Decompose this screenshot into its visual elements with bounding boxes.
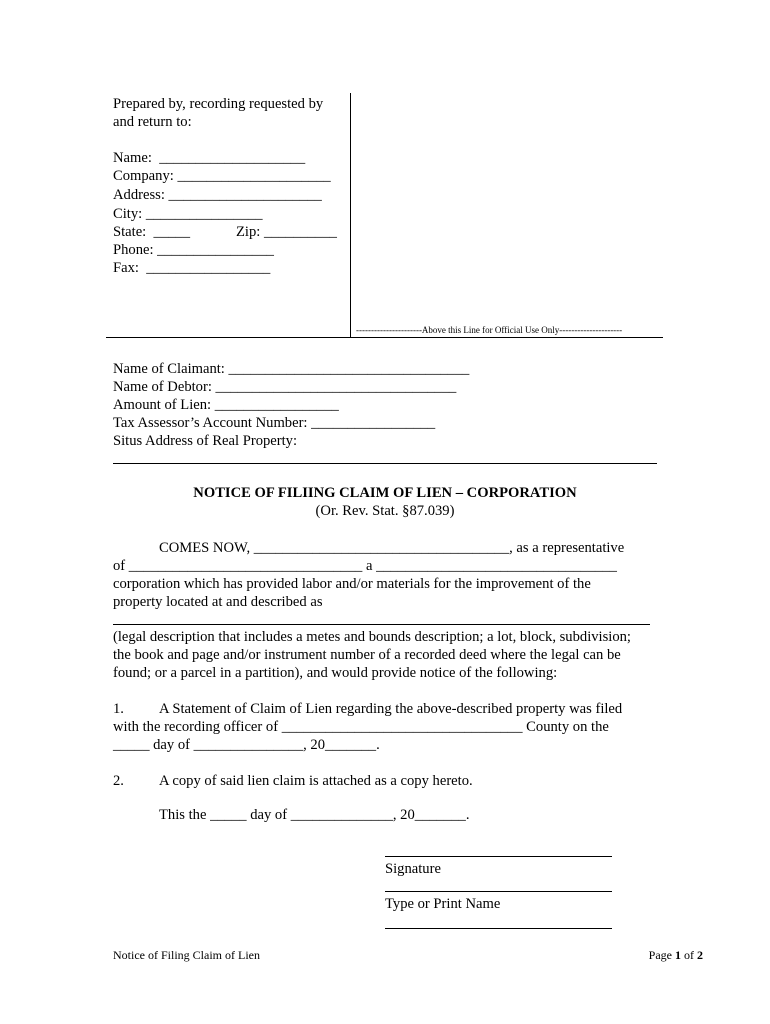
date-line: This the _____ day of ______________, 20_______. <box>159 807 470 823</box>
claimant-field[interactable]: Name of Claimant: _________________________________ <box>113 361 470 377</box>
print-name-label: Type or Print Name <box>385 896 501 912</box>
page-number: 1 <box>675 948 681 962</box>
item-1-line-2: with the recording officer of _________________________________ County on the <box>113 719 609 735</box>
debtor-field[interactable]: Name of Debtor: _________________________________ <box>113 379 457 395</box>
comes-now-line-2: of ________________________________ a _________________________________ <box>113 558 617 574</box>
legal-note-line-3: found; or a parcel in a partition), and would provide notice of the following: <box>113 665 558 681</box>
page-of: of <box>681 948 697 962</box>
amount-field[interactable]: Amount of Lien: _________________ <box>113 397 339 413</box>
document-title: NOTICE OF FILIING CLAIM OF LIEN – CORPORATION <box>193 485 577 501</box>
comes-now-line-1: COMES NOW, ___________________________________, as a representative <box>159 540 625 556</box>
item-1-number: 1. <box>113 701 124 717</box>
legal-note-line-1: (legal description that includes a metes and bounds description; a lot, block, subdivision; <box>113 629 631 645</box>
item-1-line-3: _____ day of _______________, 20_______. <box>113 737 380 753</box>
fax-field[interactable]: Fax: _________________ <box>113 260 271 276</box>
signature-line[interactable] <box>385 856 612 857</box>
legal-description-line[interactable] <box>113 624 650 625</box>
document-subtitle: (Or. Rev. Stat. §87.039) <box>315 503 455 519</box>
name-field[interactable]: Name: ____________________ <box>113 150 306 166</box>
comes-now-line-4: property located at and described as <box>113 594 323 610</box>
phone-field[interactable]: Phone: ________________ <box>113 242 274 258</box>
footer-title: Notice of Filing Claim of Lien <box>113 948 260 962</box>
address-field[interactable]: Address: _____________________ <box>113 187 322 203</box>
situs-address-line[interactable] <box>113 463 657 464</box>
situs-address-label: Situs Address of Real Property: <box>113 433 298 449</box>
page-total: 2 <box>697 948 703 962</box>
official-use-line: ----------------------Above this Line for Official Use Only--------------------- <box>356 325 623 335</box>
prepared-by-label: Prepared by, recording requested by <box>113 96 324 112</box>
state-field[interactable]: State: _____ <box>113 224 191 240</box>
company-field[interactable]: Company: _____________________ <box>113 168 331 184</box>
return-to-label: and return to: <box>113 114 192 130</box>
city-field[interactable]: City: ________________ <box>113 206 263 222</box>
tax-account-field[interactable]: Tax Assessor’s Account Number: _________________ <box>113 415 436 431</box>
print-name-line[interactable] <box>385 891 612 892</box>
item-2-number: 2. <box>113 773 124 789</box>
signature-label: Signature <box>385 861 441 877</box>
extra-signature-line[interactable] <box>385 928 612 929</box>
page-prefix: Page <box>648 948 675 962</box>
legal-note-line-2: the book and page and/or instrument number of a recorded deed where the legal can be <box>113 647 621 663</box>
zip-field[interactable]: Zip: __________ <box>236 224 337 240</box>
header-horizontal-divider <box>106 337 663 338</box>
header-vertical-divider <box>350 93 351 337</box>
item-2-line-1: A copy of said lien claim is attached as a copy hereto. <box>159 773 473 789</box>
page-indicator <box>649 948 703 962</box>
comes-now-line-3: corporation which has provided labor and/or materials for the improvement of the <box>113 576 591 592</box>
item-1-line-1: A Statement of Claim of Lien regarding the above-described property was filed <box>159 701 623 717</box>
